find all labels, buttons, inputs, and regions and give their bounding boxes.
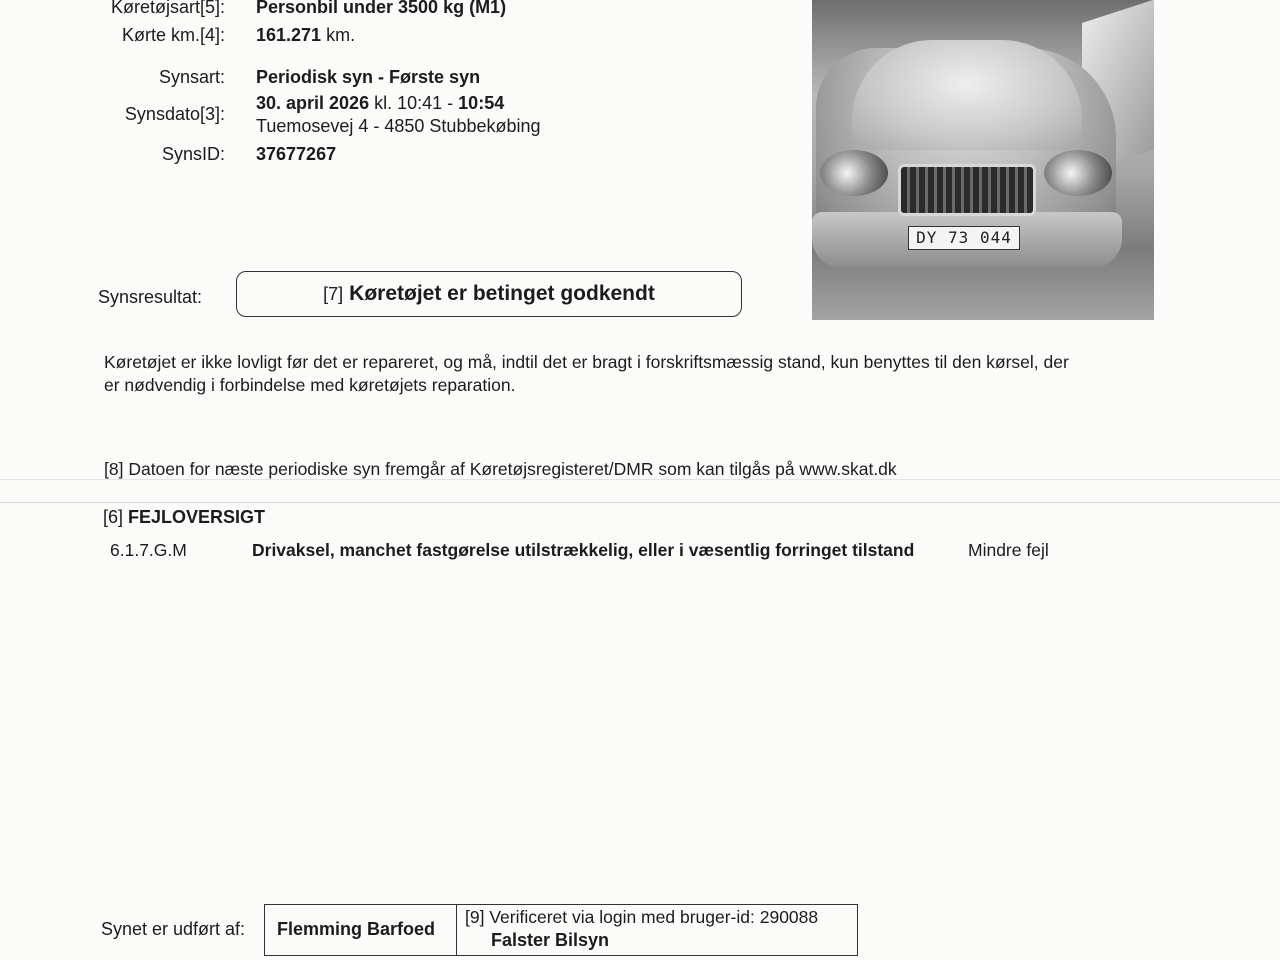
car-grille-shape — [898, 164, 1036, 216]
inspection-id-value: 37677267 — [256, 144, 337, 164]
km-value: 161.271 — [256, 25, 322, 45]
vehicle-type-label: Køretøjsart[5]: — [110, 0, 225, 17]
inspection-address: Tuemosevej 4 - 4850 Stubbekøbing — [256, 116, 541, 136]
faults-ref: [6] — [103, 507, 124, 527]
vehicle-type-value: Personbil under 3500 kg (M1) — [256, 0, 507, 17]
inspection-date-label: Synsdato[3]: — [124, 104, 225, 124]
notice-line-1: Køretøjet er ikke lovligt før det er repareret, og må, indtil det er bragt i forskriftsmæssig stand, kun benyttes til den kørsel, der — [104, 352, 1069, 372]
signature-box — [264, 904, 858, 956]
result-ref: [7] — [323, 283, 344, 304]
faults-title: FEJLOVERSIGT — [128, 507, 266, 527]
signature-label: Synet er udført af: — [101, 919, 246, 939]
license-plate: DY 73 044 — [908, 226, 1020, 250]
inspector-name: Flemming Barfoed — [277, 919, 436, 939]
headlight-left-shape — [820, 150, 888, 196]
km-label: Kørte km.[4]: — [121, 25, 225, 45]
result-box — [236, 271, 742, 317]
km-row — [256, 25, 355, 46]
verification-text: [9] Verificeret via login med bruger-id: 290088 — [465, 907, 819, 927]
notice-line-2: er nødvendig i forbindelse med køretøjets reparation. — [104, 375, 516, 395]
vehicle-photo — [812, 0, 1154, 320]
inspection-date-row — [256, 93, 504, 114]
km-unit: km. — [326, 25, 356, 45]
fault-severity: Mindre fejl — [968, 540, 1049, 560]
inspection-time-prefix: kl. 10:41 - — [374, 93, 454, 113]
fault-description: Drivaksel, manchet fastgørelse utilstrækkelig, eller i væsentlig forringet tilstand — [252, 540, 915, 560]
result-text: Køretøjet er betinget godkendt — [349, 282, 655, 305]
next-inspection-note: [8] Datoen for næste periodiske syn fremgår af Køretøjsregisteret/DMR som kan tilgås på www.skat.dk — [104, 459, 897, 479]
car-hood-shape — [852, 40, 1082, 150]
company-name: Falster Bilsyn — [491, 930, 610, 950]
inspection-date-value: 30. april 2026 — [256, 93, 370, 113]
result-label: Synsresultat: — [98, 287, 203, 307]
scan-artifact-line — [0, 502, 1280, 503]
inspection-type-value: Periodisk syn - Første syn — [256, 67, 481, 87]
inspection-type-label: Synsart: — [158, 67, 225, 87]
inspection-id-label: SynsID: — [161, 144, 225, 164]
headlight-right-shape — [1044, 150, 1112, 196]
fault-code: 6.1.7.G.M — [110, 540, 187, 560]
faults-heading — [103, 507, 265, 528]
inspection-time-end: 10:54 — [458, 93, 505, 113]
signature-divider — [456, 905, 457, 955]
